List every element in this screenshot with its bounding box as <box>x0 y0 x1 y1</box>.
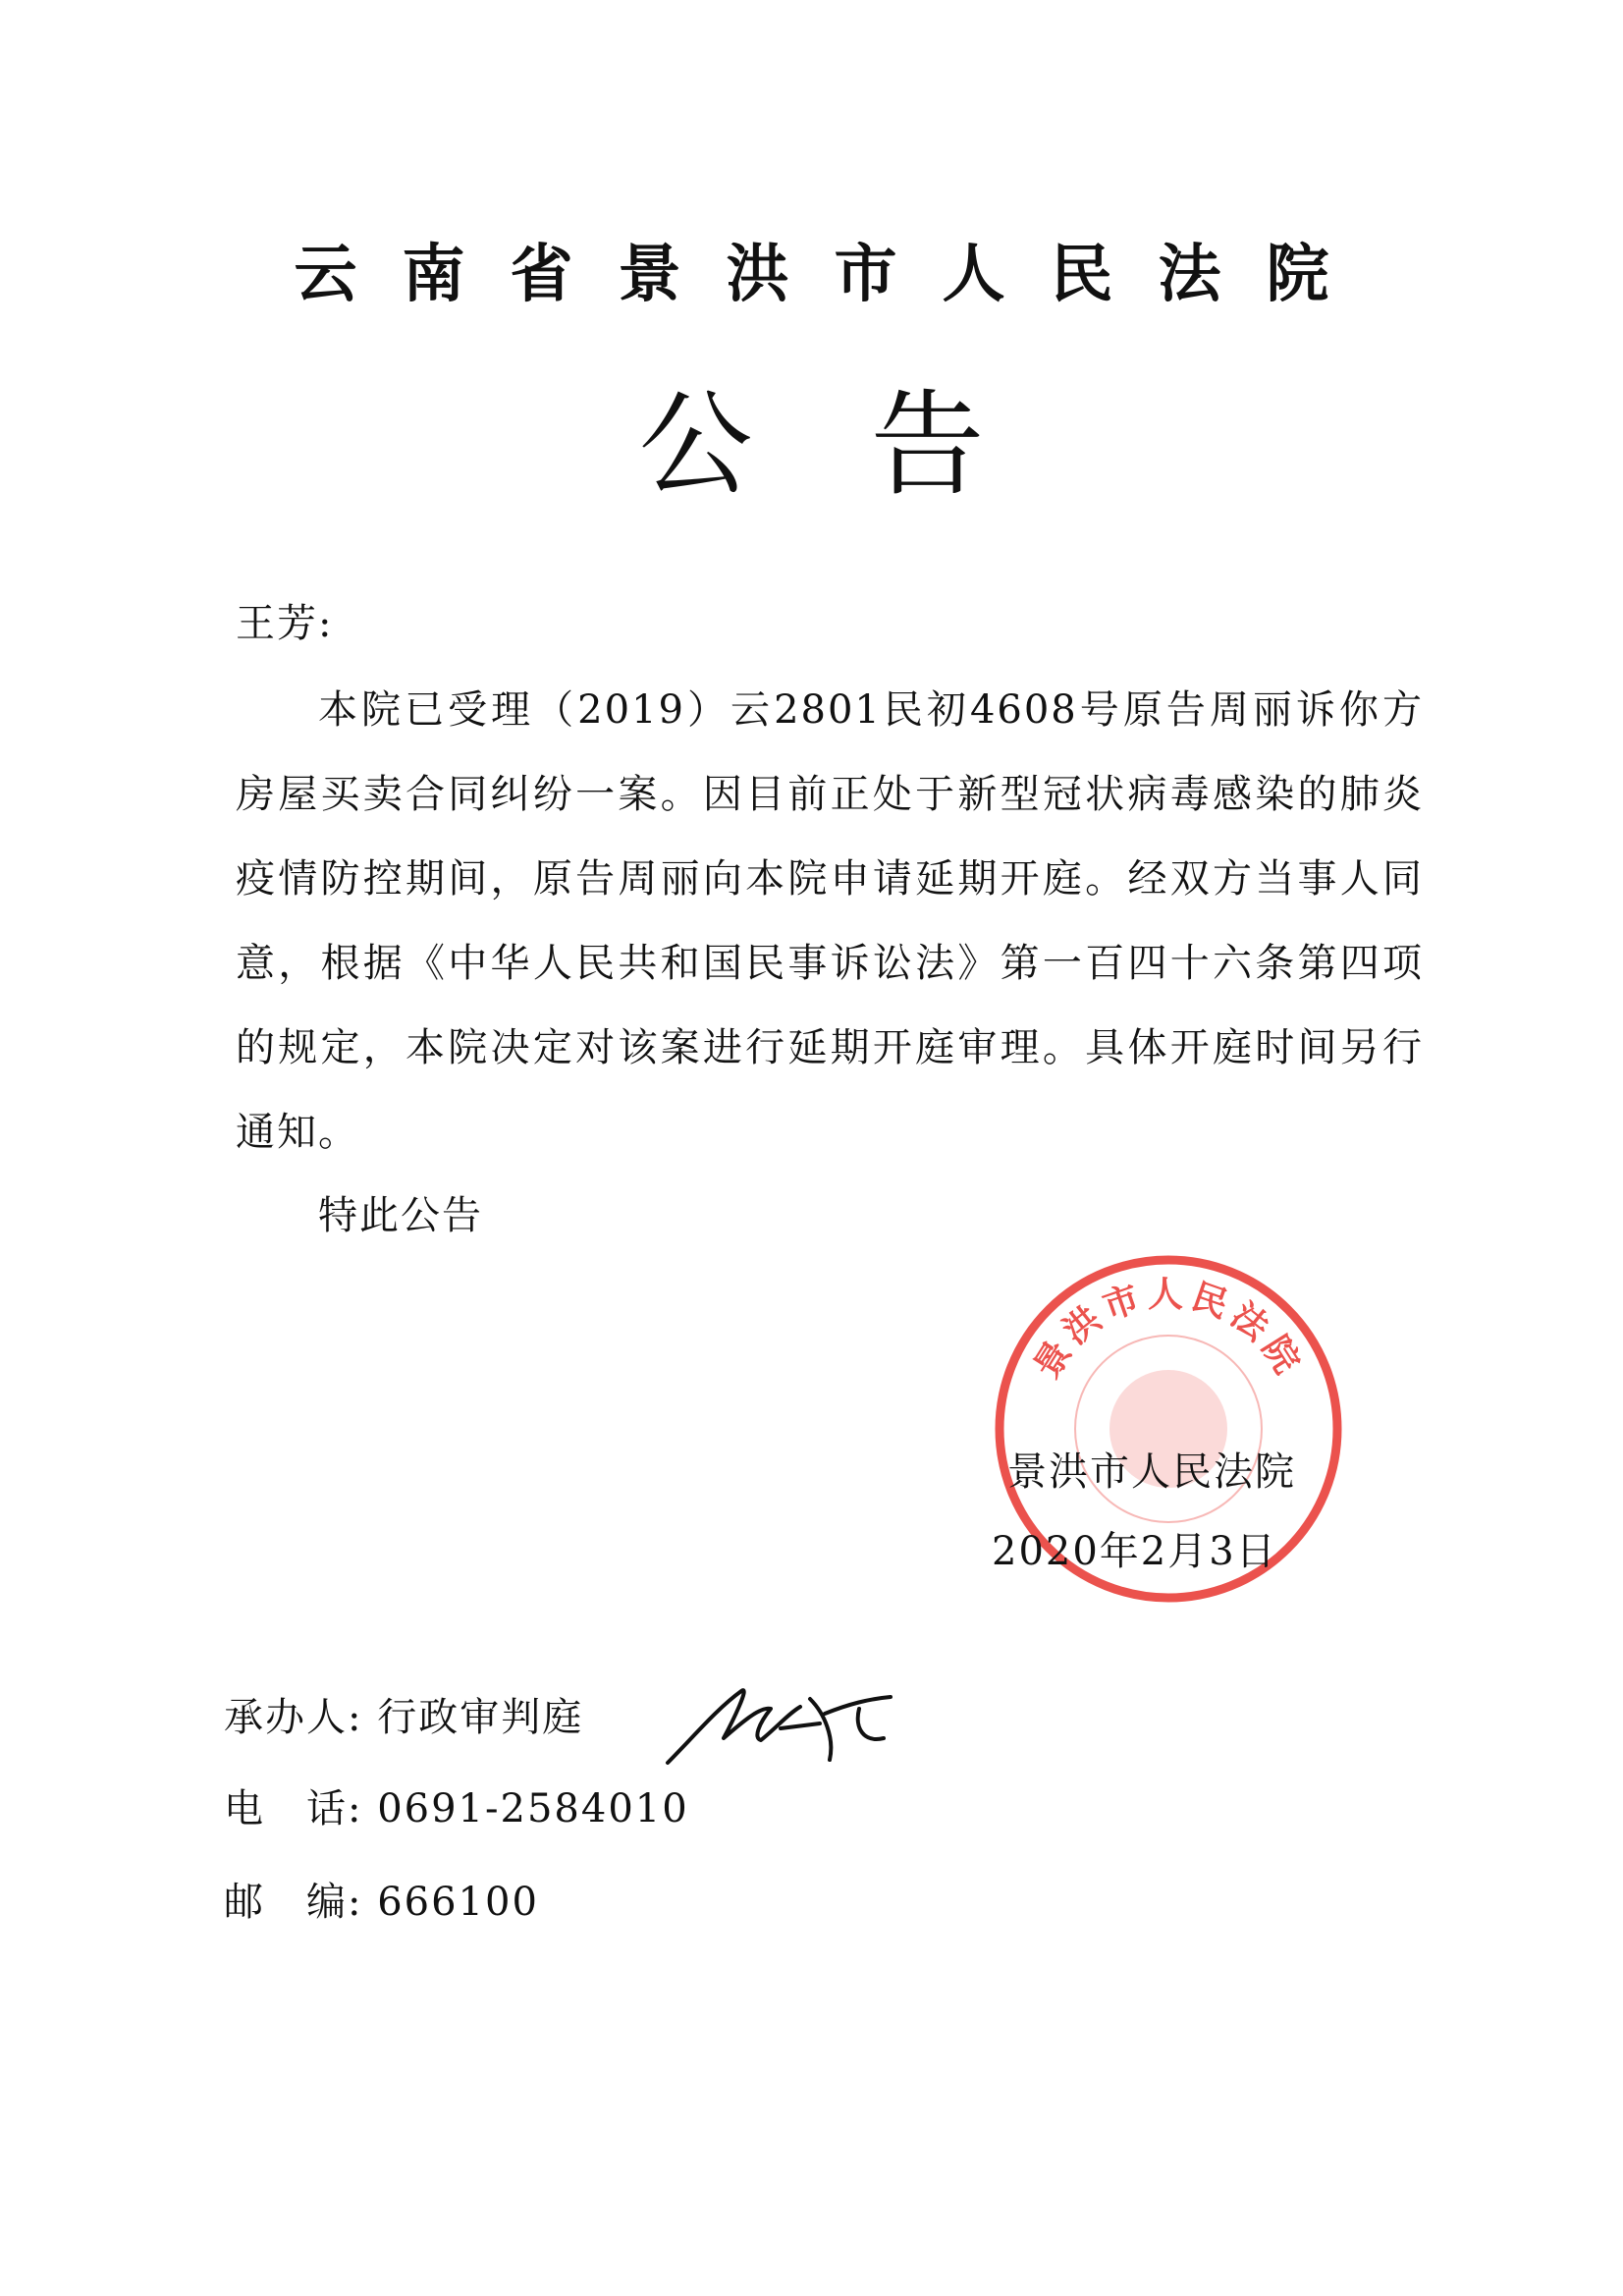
document-title: 公告 <box>638 379 1103 512</box>
phone-value: 0691-2584010 <box>377 1786 689 1831</box>
notice-paragraph: 本院已受理（2019）云2801民初4608号原告周丽诉你方房屋买卖合同纠纷一案。因目前正处于新型冠状病毒感染的肺炎疫情防控期间，原告周丽向本院申请延期开庭。经双方当事人同意，根据《中华人民共和国民事诉讼法》第一百四十六条第四项的规定，本院决定对该案进行延期开庭审理。具体开庭时间另行通知。 <box>236 687 1424 1155</box>
postcode-value: 666100 <box>377 1880 539 1925</box>
closing-line: 特此公告 <box>318 1193 483 1238</box>
addressee: 王芳: <box>236 601 334 646</box>
phone-label: 电 话: <box>224 1786 363 1831</box>
handler-row <box>224 1686 583 1742</box>
postcode-label: 邮 编: <box>224 1880 363 1925</box>
court-name: 云南省景洪市人民法院 <box>294 239 1375 311</box>
signing-date: 2020年2月3日 <box>992 1529 1277 1574</box>
signing-court: 景洪市人民法院 <box>1007 1449 1296 1495</box>
postcode-row <box>224 1871 539 1927</box>
handler-label: 承办人: <box>224 1695 363 1740</box>
seal-text: 景洪市人民法院 <box>1026 1275 1311 1386</box>
handler-value: 行政审判庭 <box>377 1695 584 1740</box>
phone-row <box>224 1777 689 1833</box>
handwritten-signature <box>663 1669 898 1777</box>
